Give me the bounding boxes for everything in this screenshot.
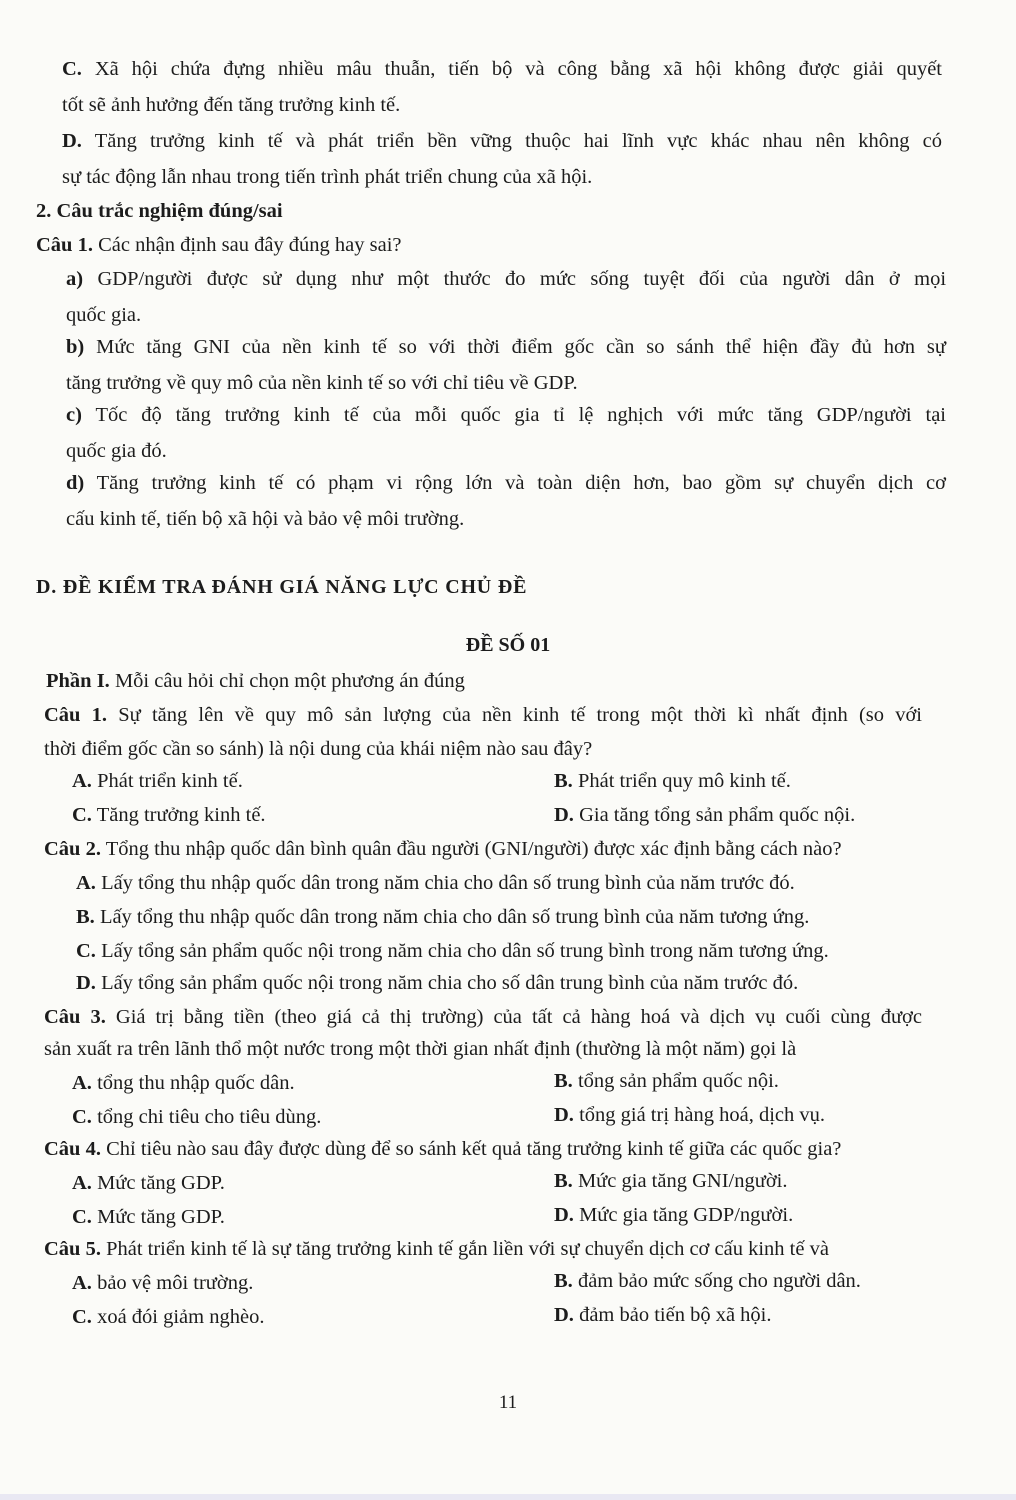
q3-option-c: C. tổng chi tiêu cho tiêu dùng. [72, 1106, 322, 1128]
tf-item-d-cont: cấu kinh tế, tiến bộ xã hội và bảo vệ môi trường. [66, 508, 465, 530]
q3-option-d: D. tổng giá trị hàng hoá, dịch vụ. [554, 1104, 826, 1126]
q5-option-a: A. bảo vệ môi trường. [72, 1272, 254, 1294]
q4-option-a: A. Mức tăng GDP. [72, 1172, 225, 1194]
section-d-title: D. ĐỀ KIỂM TRA ĐÁNH GIÁ NĂNG LỰC CHỦ ĐỀ [36, 576, 528, 598]
section-2-title: 2. Câu trắc nghiệm đúng/sai [36, 200, 283, 222]
question-1-cont: thời điểm gốc cần so sánh) là nội dung của khái niệm nào sau đây? [44, 738, 593, 760]
tf-item-d: d) Tăng trưởng kinh tế có phạm vi rộng lớn và toàn diện hơn, bao gồm sự chuyển dịch cơ [66, 472, 946, 494]
tf-item-a-cont: quốc gia. [66, 304, 142, 326]
q4-option-d: D. Mức gia tăng GDP/người. [554, 1204, 794, 1226]
question-5: Câu 5. Phát triển kinh tế là sự tăng trưởng kinh tế gắn liền với sự chuyển dịch cơ cấu kinh tế và [44, 1238, 829, 1260]
prev-option-c: C. Xã hội chứa đựng nhiều mâu thuẫn, tiến bộ và công bằng xã hội không được giải quyết [62, 58, 943, 80]
exam-title: ĐỀ SỐ 01 [465, 634, 551, 656]
q5-option-b: B. đảm bảo mức sống cho người dân. [554, 1270, 861, 1292]
prev-option-d-cont: sự tác động lẫn nhau trong tiến trình phát triển chung của xã hội. [62, 166, 593, 188]
tf-item-c: c) Tốc độ tăng trưởng kinh tế của mỗi quốc gia tỉ lệ nghịch với mức tăng GDP/người tại [66, 404, 946, 426]
question-1: Câu 1. Sự tăng lên về quy mô sản lượng của nền kinh tế trong một thời kì nhất định (so với [44, 704, 923, 726]
tf-item-b: b) Mức tăng GNI của nền kinh tế so với thời điểm gốc cần so sánh thể hiện đầy đủ hơn sự [66, 336, 946, 358]
tf-question-1: Câu 1. Các nhận định sau đây đúng hay sai? [36, 234, 402, 256]
q1-option-d: D. Gia tăng tổng sản phẩm quốc nội. [554, 804, 856, 826]
q3-option-a: A. tổng thu nhập quốc dân. [72, 1072, 295, 1094]
question-2: Câu 2. Tổng thu nhập quốc dân bình quân đầu người (GNI/người) được xác định bằng cách nào? [44, 838, 842, 860]
q1-option-c: C. Tăng trưởng kinh tế. [72, 804, 266, 826]
tf-item-c-cont: quốc gia đó. [66, 440, 167, 462]
question-3-cont: sản xuất ra trên lãnh thổ một nước trong một thời gian nhất định (thường là một năm) gọi là [44, 1038, 797, 1060]
q5-option-d: D. đảm bảo tiến bộ xã hội. [554, 1304, 772, 1326]
q1-option-a: A. Phát triển kinh tế. [72, 770, 243, 792]
question-4: Câu 4. Chỉ tiêu nào sau đây được dùng để so sánh kết quả tăng trưởng kinh tế giữa các quốc gia? [44, 1138, 842, 1160]
scan-edge [0, 1494, 1016, 1500]
q5-option-c: C. xoá đói giảm nghèo. [72, 1306, 265, 1328]
tf-item-a: a) GDP/người được sử dụng như một thước đo mức sống tuyệt đối của người dân ở mọi [66, 268, 947, 290]
q2-option-c: C. Lấy tổng sản phẩm quốc nội trong năm chia cho dân số trung bình trong năm tương ứng. [76, 940, 829, 962]
tf-item-b-cont: tăng trưởng về quy mô của nền kinh tế so với chỉ tiêu về GDP. [66, 372, 578, 394]
q2-option-b: B. Lấy tổng thu nhập quốc dân trong năm chia cho dân số trung bình của năm tương ứng. [76, 906, 810, 928]
q3-option-b: B. tổng sản phẩm quốc nội. [554, 1070, 779, 1092]
prev-option-c-cont: tốt sẽ ảnh hưởng đến tăng trưởng kinh tế. [62, 94, 401, 116]
page-number: 11 [498, 1392, 518, 1413]
q4-option-c: C. Mức tăng GDP. [72, 1206, 225, 1228]
prev-option-d: D. Tăng trưởng kinh tế và phát triển bền vững thuộc hai lĩnh vực khác nhau nên không có [62, 130, 942, 152]
q1-option-b: B. Phát triển quy mô kinh tế. [554, 770, 791, 792]
q4-option-b: B. Mức gia tăng GNI/người. [554, 1170, 788, 1192]
q2-option-a: A. Lấy tổng thu nhập quốc dân trong năm chia cho dân số trung bình của năm trước đó. [76, 872, 795, 894]
q2-option-d: D. Lấy tổng sản phẩm quốc nội trong năm chia cho số dân trung bình của năm trước đó. [76, 972, 799, 994]
part-1-heading: Phần I. Mỗi câu hỏi chỉ chọn một phương án đúng [46, 670, 465, 692]
question-3: Câu 3. Giá trị bằng tiền (theo giá cả thị trường) của tất cả hàng hoá và dịch vụ cuối cùng được [44, 1006, 922, 1028]
